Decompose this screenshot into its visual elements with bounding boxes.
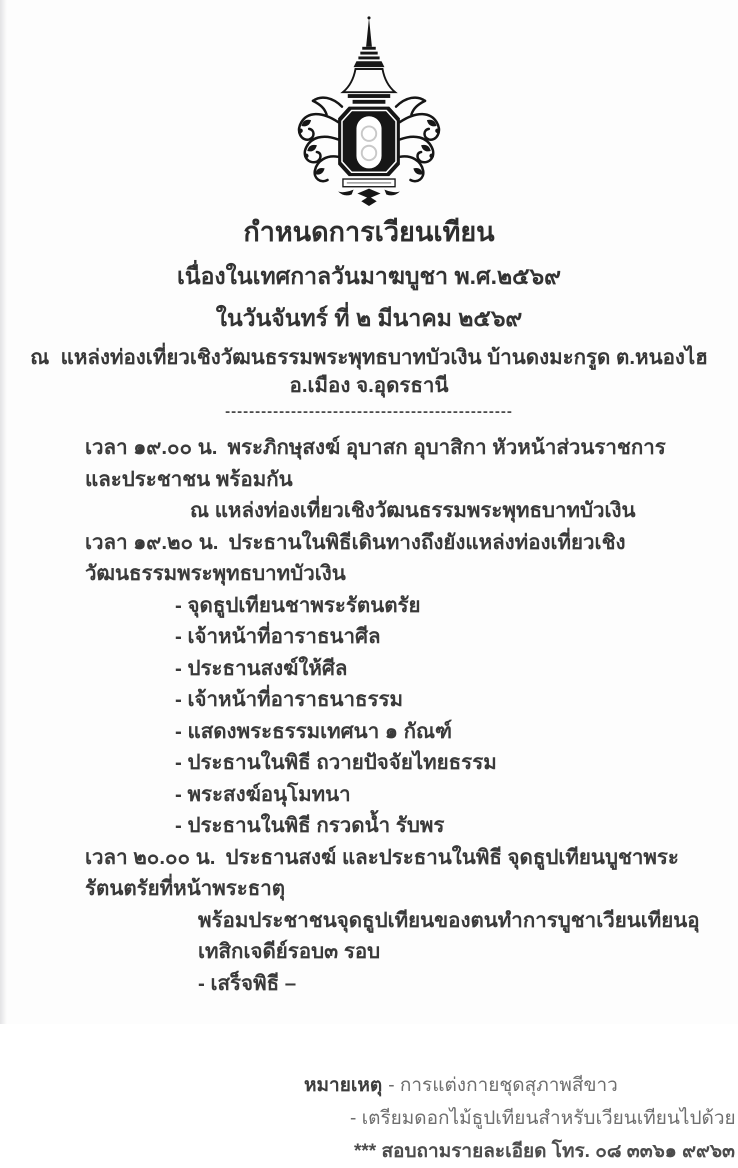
ritual-step: - จุดธูปเทียนชาพระรัตนตรัย — [175, 593, 421, 617]
ritual-step: - ประธานสงฆ์ให้ศีล — [175, 656, 348, 680]
scan-edge-shadow — [0, 0, 7, 1024]
schedule-entry-2000 — [85, 842, 704, 905]
schedule-text: ประธานในพิธีเดินทางถึงยังแหล่งท่องเที่ยวเชิงวัฒนธรรมพระพุทธบาทบัวเงิน — [85, 530, 626, 585]
stupa-bell-icon — [343, 69, 395, 92]
note-line-2: - เตรียมดอกไม้ธูปเทียนสำหรับเวียนเทียนไปด้วย — [350, 1108, 736, 1129]
stupa-base-icon — [348, 94, 390, 104]
schedule-entry-1900 — [85, 432, 704, 495]
contact-phone-line: *** สอบถามรายละเอียด โทร. ๐๘ ๓๓๖๑ ๙๙๖๓ — [354, 1141, 736, 1162]
location-line: ณ แหล่งท่องเที่ยวเชิงวัฒนธรรมพระพุทธบาทบัวเงิน บ้านดงมะกรูด ต.หนองไฮ อ.เมือง จ.อุดรธานี — [30, 346, 714, 397]
subtitle-date: ในวันจันทร์ ที่ ๒ มีนาคม ๒๕๖๙ — [215, 305, 523, 331]
ritual-step: - ประธานในพิธี ถวายปัจจัยไทยธรรม — [175, 751, 497, 774]
schedule-text: พระภิกษุสงฆ์ อุบาสก อุบาสิกา หัวหน้าส่วนราชการ และประชาชน พร้อมกัน — [85, 436, 666, 491]
buddha-footprint-seal-icon — [253, 14, 485, 207]
schedule-entry-1920 — [85, 527, 704, 590]
schedule-section — [0, 432, 738, 999]
leaf-ornament-icon — [298, 120, 324, 175]
notes-section — [304, 1069, 738, 1168]
bottom-finial-icon — [338, 189, 400, 206]
note-text: - การแต่งกายชุดสุภาพสีขาว — [388, 1075, 618, 1096]
ritual-step: - พระสงฆ์อนุโมทนา — [175, 782, 351, 806]
ritual-step: - เจ้าหน้าที่อาราธนาธรรม — [175, 688, 404, 711]
ritual-step: - เจ้าหน้าที่อาราธนาศีล — [175, 625, 381, 648]
ceremony-end-line: - เสร็จพิธี – — [198, 971, 297, 995]
ritual-step: - ประธานในพิธี กรวดน้ำ รับพร — [175, 814, 445, 837]
subtitle-occasion: เนื่องในเทศกาลวันมาฆบูชา พ.ศ.๒๕๖๙ — [177, 263, 561, 289]
schedule-text: ประธานสงฆ์ และประธานในพิธี จุดธูปเทียนบูชาพระรัตนตรัยที่หน้าพระธาตุ — [85, 845, 679, 900]
pagoda-spire-icon — [354, 16, 385, 67]
note-line-1 — [304, 1069, 738, 1102]
page-title: กำหนดการเวียนเทียน — [243, 217, 495, 247]
notes-label: หมายเหตุ — [304, 1075, 383, 1096]
schedule-time: เวลา ๑๙.๒๐ น. — [85, 530, 219, 554]
schedule-time: เวลา ๒๐.๐๐ น. — [85, 845, 216, 869]
banner-ribbon-icon — [343, 179, 395, 187]
ritual-step: - แสดงพระธรรมเทศนา ๑ กัณฑ์ — [175, 719, 453, 743]
schedule-time: เวลา ๑๙.๐๐ น. — [85, 436, 218, 459]
footprint-icon — [356, 116, 381, 168]
dashed-divider: ------------------------------------------------ — [225, 403, 513, 420]
schedule-entry-2000-continuation: พร้อมประชาชนจุดธูปเทียนของตนทำการบูชาเวียนเทียนอุเทสิกเจดีย์รอบ๓ รอบ — [198, 908, 700, 963]
schedule-entry-1900-continuation: ณ แหล่งท่องเที่ยวเชิงวัฒนธรรมพระพุทธบาทบัวเงิน — [190, 499, 636, 522]
